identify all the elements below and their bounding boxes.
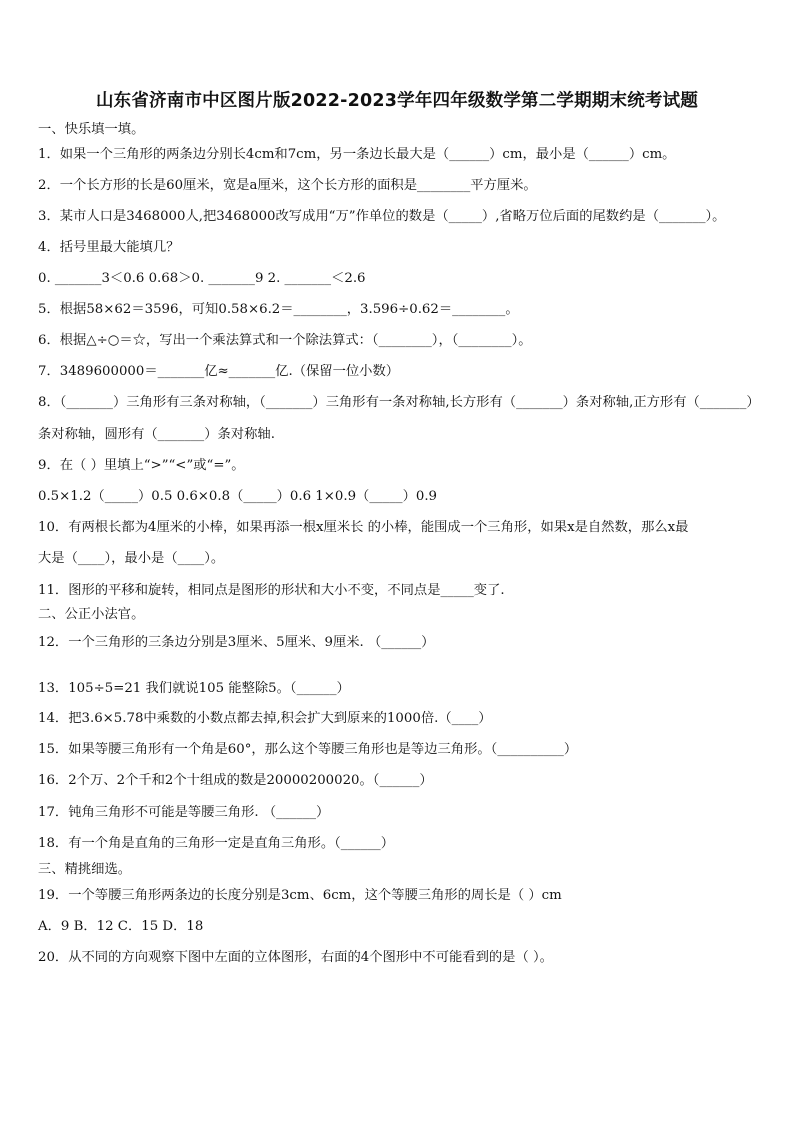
question-8: 8．（_______）三角形有三条对称轴，（_______）三角形有一条对称轴,长方形有（_______）条对称轴,正方形有（_______） [38, 395, 760, 410]
question-8-continued: 条对称轴，圆形有（_______）条对称轴. [38, 427, 275, 442]
question-20: 20．从不同的方向观察下图中左面的立体图形，右面的4个图形中不可能看到的是（ ）。 [38, 950, 553, 965]
question-16: 16．2个万、2个千和2个十组成的数是20000200020。（______） [38, 773, 433, 788]
question-5: 5．根据58×62＝3596，可知0.58×6.2＝________，3.596÷0.62＝________。 [38, 302, 519, 317]
section-heading-2: 二、公正小法官。 [38, 607, 145, 622]
question-3: 3．某市人口是3468000人,把3468000改写成用“万”作单位的数是（_____）,省略万位后面的尾数约是（_______）。 [38, 209, 726, 224]
section-heading-1: 一、快乐填一填。 [38, 122, 145, 137]
question-12: 12．一个三角形的三条边分别是3厘米、5厘米、9厘米. （______） [38, 635, 435, 650]
question-19-options: A．9 B．12 C．15 D．18 [38, 919, 204, 934]
question-1: 1．如果一个三角形的两条边分别长4cm和7cm，另一条边长最大是（______）cm，最小是（______）cm。 [38, 147, 676, 162]
question-19: 19．一个等腰三角形两条边的长度分别是3cm、6cm，这个等腰三角形的周长是（ ）cm [38, 888, 562, 903]
question-15: 15．如果等腰三角形有一个角是60°，那么这个等腰三角形也是等边三角形。（__________） [38, 742, 578, 757]
question-4-items: 0. _______3＜0.6 0.68＞0. _______9 2. _______＜2.6 [38, 271, 366, 286]
question-10-continued: 大是（____），最小是（____）。 [38, 551, 225, 566]
question-9: 9．在（ ）里填上“>”“<”或“=”。 [38, 458, 245, 473]
question-2: 2．一个长方形的长是60厘米，宽是a厘米，这个长方形的面积是________平方厘米。 [38, 178, 537, 193]
section-heading-3: 三、精挑细选。 [38, 862, 132, 877]
question-13: 13．105÷5=21 我们就说105 能整除5。（______） [38, 681, 350, 696]
question-18: 18．有一个角是直角的三角形一定是直角三角形。（______） [38, 836, 394, 851]
page-title: 山东省济南市中区图片版2022-2023学年四年级数学第二学期期末统考试题 [95, 91, 699, 111]
question-17: 17．钝角三角形不可能是等腰三角形. （______） [38, 805, 330, 820]
question-6: 6．根据△÷○＝☆，写出一个乘法算式和一个除法算式：（________），（________）。 [38, 333, 532, 348]
question-4: 4．括号里最大能填几？ [38, 240, 180, 255]
question-10: 10．有两根长都为4厘米的小棒，如果再添一根x厘米长 的小棒，能围成一个三角形，如果x是自然数，那么x最 [38, 520, 689, 535]
question-14: 14．把3.6×5.78中乘数的小数点都去掉,积会扩大到原来的1000倍.（____） [38, 711, 492, 726]
question-9-items: 0.5×1.2（_____）0.5 0.6×0.8（_____）0.6 1×0.9（_____）0.9 [38, 489, 438, 504]
question-11: 11．图形的平移和旋转，相同点是图形的形状和大小不变，不同点是_____变了. [38, 583, 505, 598]
question-7: 7．3489600000＝_______亿≈_______亿.（保留一位小数） [38, 364, 400, 379]
